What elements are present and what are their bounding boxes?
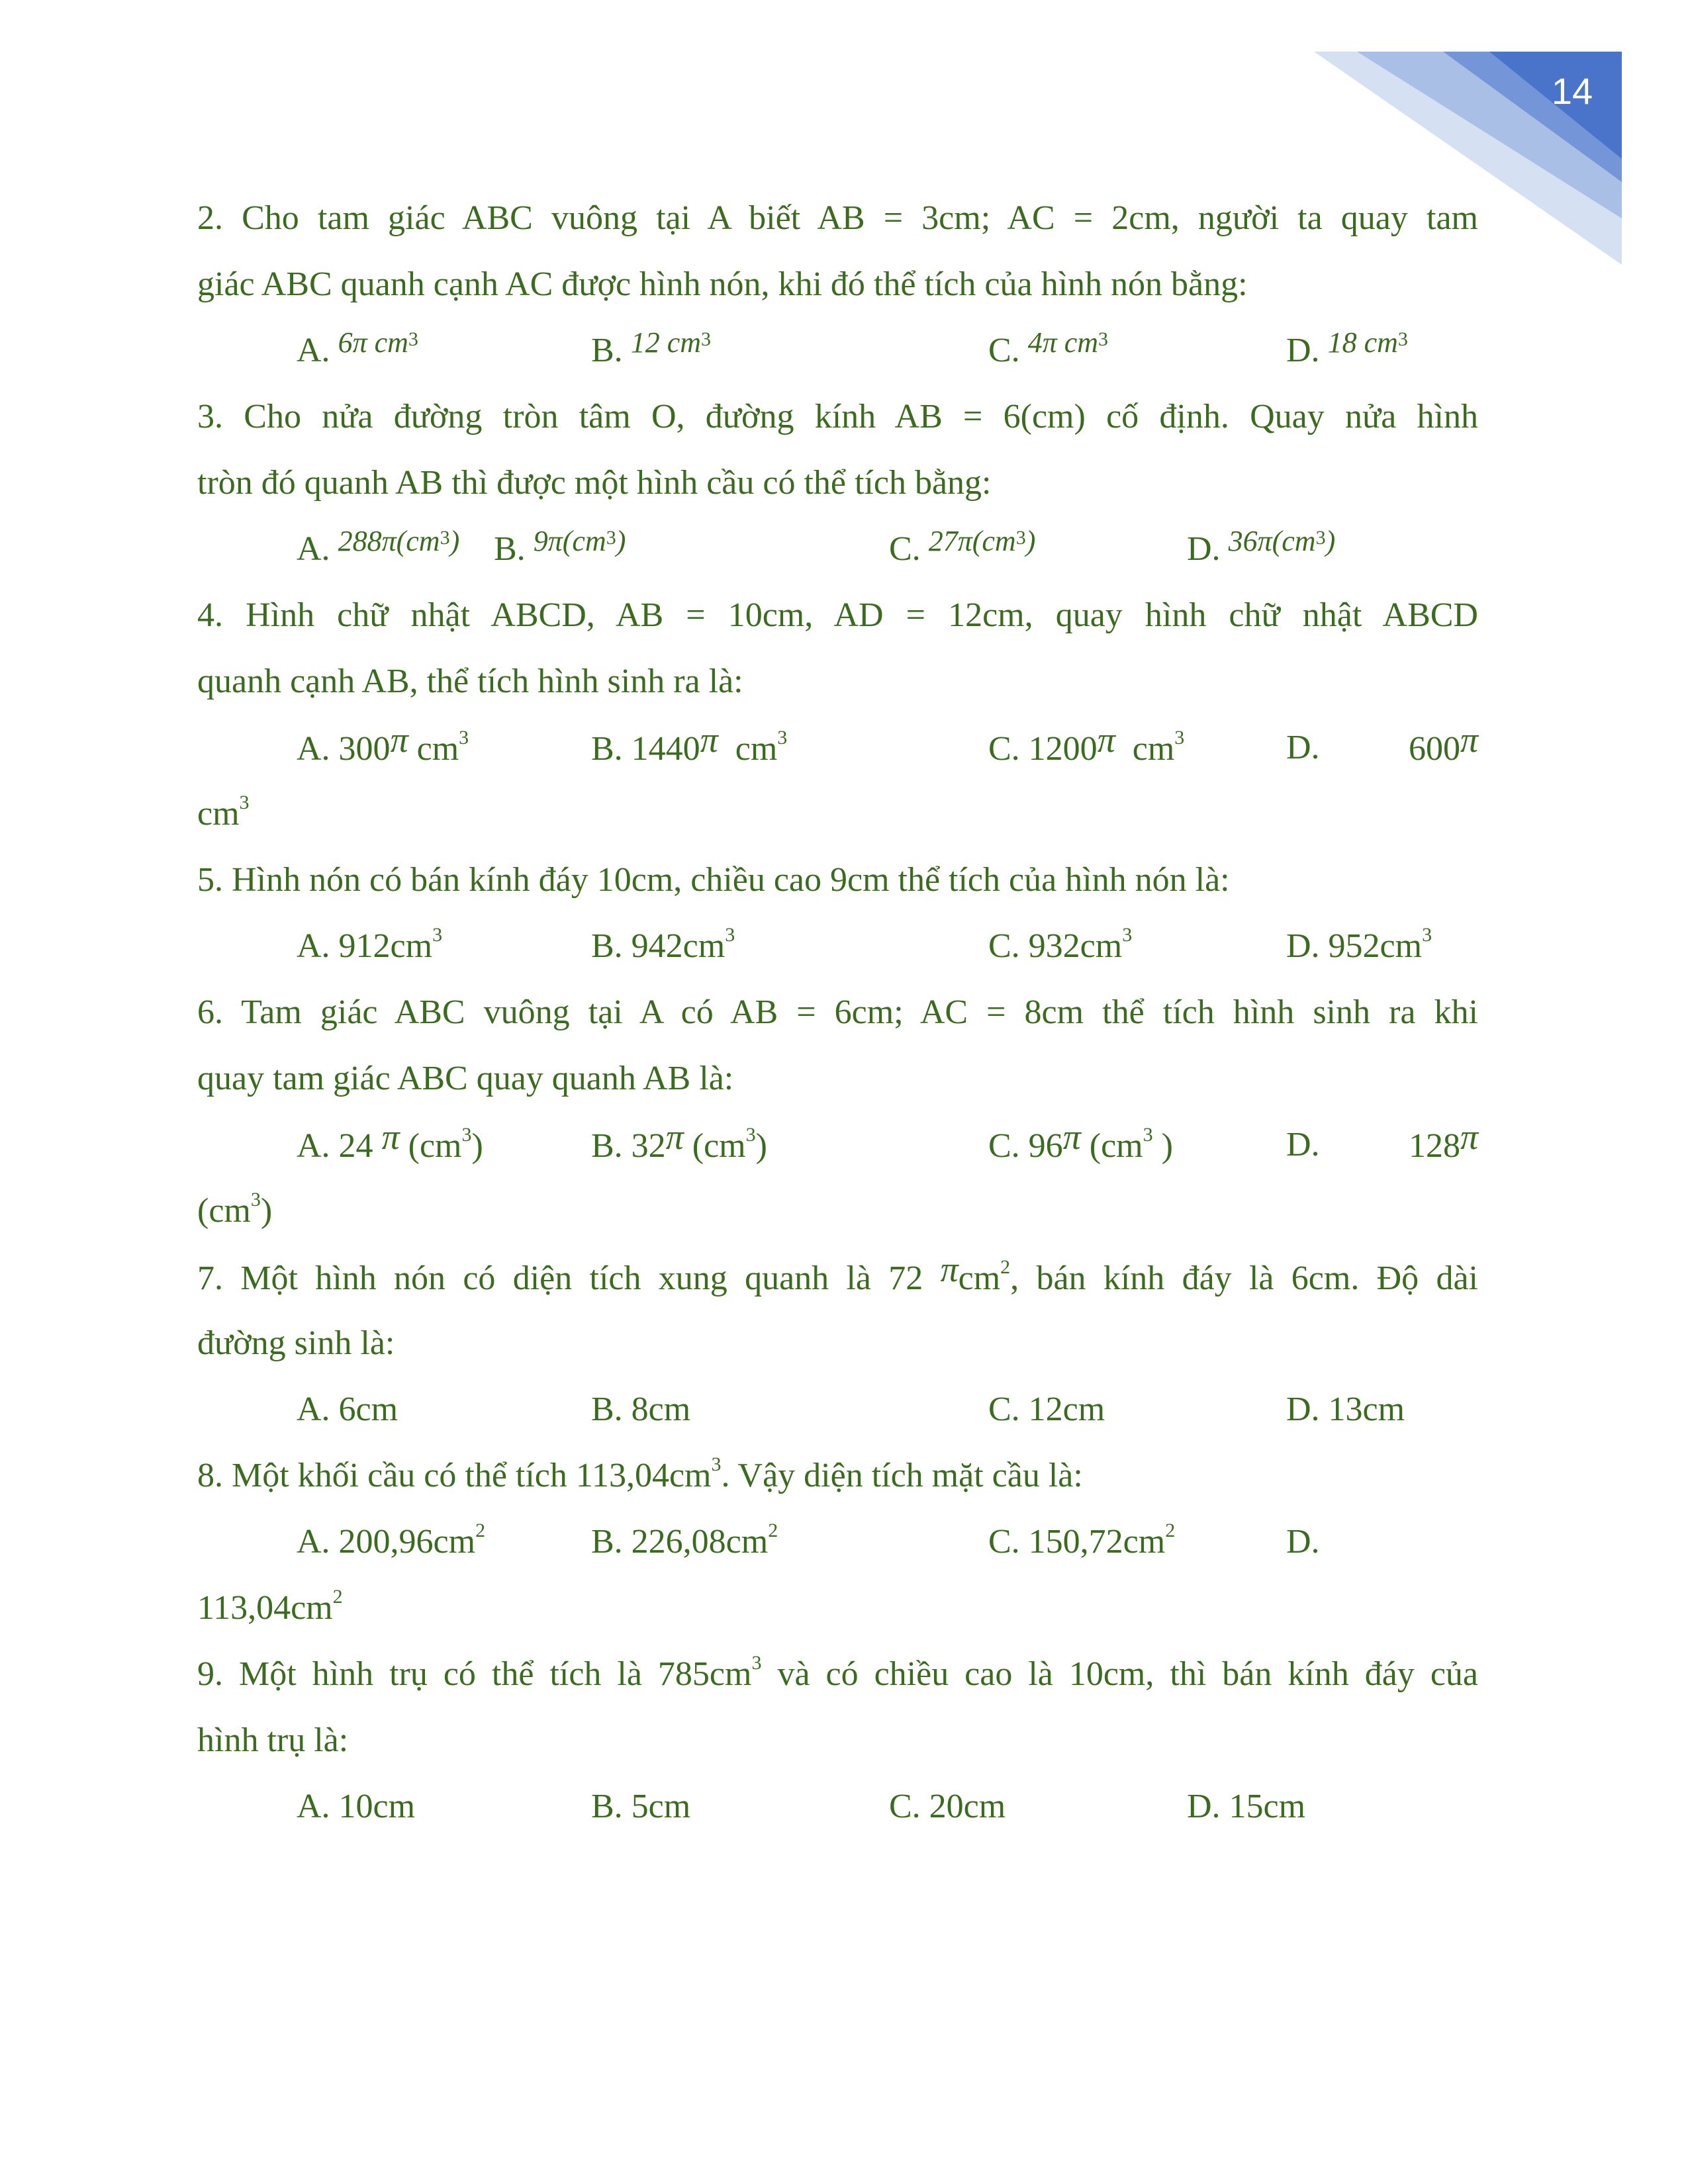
option-c: C. $150,72cm^2$ [988, 1520, 1176, 1561]
option-c: C. 20cm [889, 1788, 1006, 1825]
option-a: A. $^{288\pi(cm3)}$ [297, 525, 460, 568]
question-text: 4. Hình chữ nhật ABCD, AB = 10cm, AD = 12cm, quay hình chữ nhật ABCD [197, 596, 1478, 634]
option-d-label: D. [1286, 1523, 1320, 1561]
option-d-value: 600π [1408, 720, 1478, 768]
question-6 [197, 979, 1478, 1244]
option-a: A. 10cm [297, 1788, 416, 1825]
question-text: 2. Cho tam giác ABC vuông tại A biết AB = 3cm; AC = 2cm, người ta quay tam [197, 199, 1478, 237]
option-a: A. 6cm [297, 1390, 399, 1428]
question-text: quay tam giác ABC quay quanh AB là: [197, 1060, 734, 1097]
question-text: quanh cạnh AB, thể tích hình sinh ra là: [197, 662, 743, 700]
option-b: B. $226,08cm^2$ [591, 1520, 778, 1561]
option-d-continuation: $113,04cm^2$ [197, 1586, 343, 1627]
option-b: B. 32π $(cm^3)$ [591, 1117, 767, 1165]
answer-options [197, 1774, 1478, 1840]
option-d-continuation: $cm^3$ [197, 792, 250, 833]
question-text: 7. Một hình nón có diện tích xung quanh là 72 πcm$^2$, bán kính đáy là 6cm. Độ dài [197, 1250, 1478, 1297]
option-c: C. 12cm [988, 1390, 1105, 1428]
answer-options [197, 1112, 1478, 1178]
option-d: D. $^{18 cm3}$ [1286, 326, 1408, 369]
option-b: B. 8cm [591, 1390, 691, 1428]
question-9 [197, 1641, 1478, 1840]
answer-options [197, 913, 1478, 979]
option-d: D. 15cm [1187, 1788, 1306, 1825]
option-b: B. 1440π $cm^3$ [591, 720, 788, 768]
option-a: A. 24 π $(cm^3)$ [297, 1117, 483, 1165]
option-a: A. $912cm^3$ [297, 924, 443, 965]
question-text: hình trụ là: [197, 1721, 349, 1759]
pi-symbol: π [390, 720, 408, 760]
pi-symbol: π [1460, 1117, 1478, 1157]
question-7 [197, 1244, 1478, 1443]
option-d: D. 13cm [1286, 1390, 1405, 1428]
question-4 [197, 582, 1478, 847]
option-a: A. 300π $cm^3$ [297, 720, 469, 768]
question-text: 5. Hình nón có bán kính đáy 10cm, chiều cao 9cm thể tích của hình nón là: [197, 861, 1230, 899]
option-d-value: 128π [1408, 1117, 1478, 1165]
question-text: giác ABC quanh cạnh AC được hình nón, khi đó thể tích của hình nón bằng: [197, 265, 1248, 303]
option-d-label: D. [1286, 1126, 1320, 1163]
answer-options [197, 715, 1478, 781]
question-text: 3. Cho nửa đường tròn tâm O, đường kính AB = 6(cm) cố định. Quay nửa hình [197, 398, 1478, 435]
answer-options [197, 1509, 1478, 1575]
option-b: B. $^{9\pi(cm3)}$ [494, 525, 626, 568]
pi-symbol: π [665, 1117, 684, 1157]
option-c: C. 1200π $cm^3$ [988, 720, 1185, 768]
question-text: 8. Một khối cầu có thể tích $113,04cm^3$. Vậy diện tích mặt cầu là: [197, 1453, 1083, 1494]
option-b: B. $^{12 cm3}$ [591, 326, 711, 369]
option-c: C. $^{4\pi cm3}$ [988, 326, 1109, 369]
answer-options [197, 516, 1478, 582]
option-c: C. 96π ($cm^3$ ) [988, 1117, 1173, 1165]
pi-symbol: π [1062, 1117, 1081, 1157]
question-3 [197, 384, 1478, 582]
question-5 [197, 847, 1478, 979]
answer-options [197, 318, 1478, 384]
question-text: 9. Một hình trụ có thể tích là $785cm^3$ và có chiều cao là 10cm, thì bán kính đáy của [197, 1652, 1478, 1693]
option-d: D. $^{36\pi(cm3)}$ [1187, 525, 1336, 568]
option-a: A. $200,96cm^2$ [297, 1520, 486, 1561]
answer-options [197, 1377, 1478, 1443]
option-d-label: D. [1286, 729, 1320, 766]
pi-symbol: π [700, 720, 718, 760]
pi-symbol: π [940, 1250, 959, 1289]
option-d: D. $952cm^3$ [1286, 924, 1432, 965]
option-b: B. $942cm^3$ [591, 924, 735, 965]
option-d-continuation: $(cm^3)$ [197, 1189, 273, 1230]
question-text: tròn đó quanh AB thì được một hình cầu có thể tích bằng: [197, 464, 992, 502]
question-text: đường sinh là: [197, 1324, 395, 1362]
option-a: A. $^{6\pi cm3}$ [297, 326, 418, 369]
option-b: B. 5cm [591, 1788, 691, 1825]
document-body [197, 185, 1478, 1840]
page-number: 14 [1551, 70, 1593, 112]
pi-symbol: π [1460, 720, 1478, 760]
option-c: C. $^{27\pi(cm3)}$ [889, 525, 1036, 568]
pi-symbol: π [381, 1117, 400, 1157]
option-c: C. $932cm^3$ [988, 924, 1133, 965]
question-8 [197, 1443, 1478, 1641]
question-text: 6. Tam giác ABC vuông tại A có AB = 6cm; AC = 8cm thể tích hình sinh ra khi [197, 993, 1478, 1031]
question-2 [197, 185, 1478, 384]
pi-symbol: π [1097, 720, 1115, 760]
